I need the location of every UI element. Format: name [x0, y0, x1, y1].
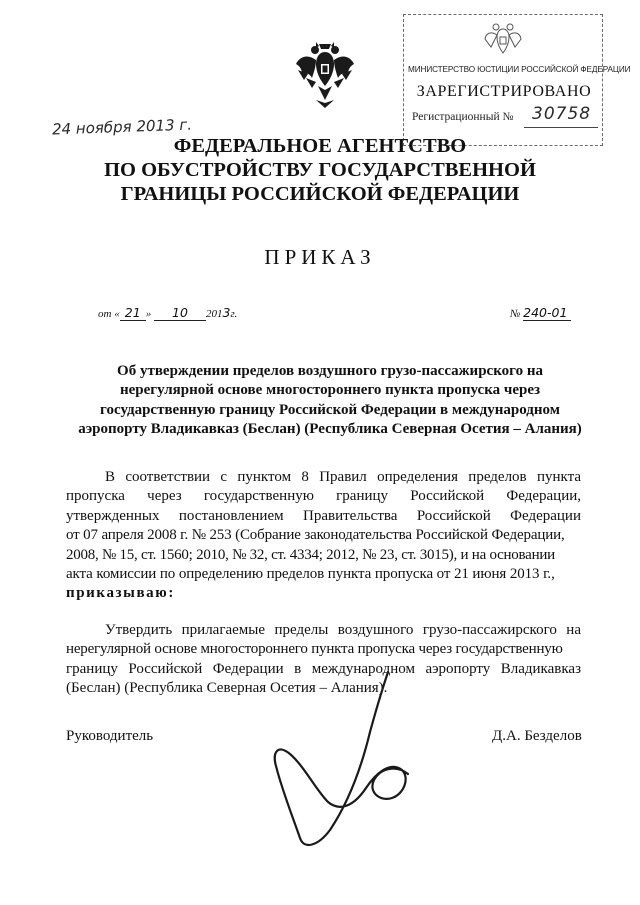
subject-line: государственную границу Российской Федерации в международном — [100, 401, 560, 418]
date-mid: » — [145, 308, 152, 320]
paragraph-line: от 07 апреля 2008 г. № 253 (Собрание законодательства Российской Федерации, — [66, 527, 565, 544]
paragraph-line: 2008, № 15, ст. 1560; 2010, № 32, ст. 4334; 2012, № 23, ст. 3015), и на основании — [66, 546, 555, 563]
order-word: приказываю: — [66, 585, 175, 602]
preamble-paragraph — [66, 468, 581, 604]
stamp-reg-number-underline — [524, 127, 598, 128]
subject-line: Об утверждении пределов воздушного грузо-пассажирского на — [117, 363, 543, 379]
date-year-suffix: 3 — [222, 305, 231, 320]
date-prefix: от « — [98, 308, 120, 320]
agency-title-line: ПО ОБУСТРОЙСТВУ ГОСУДАРСТВЕННОЙ — [104, 159, 536, 181]
signatory-name: Д.А. Безделов — [492, 728, 582, 744]
paragraph-line: акта комиссии по определению пределов пункта пропуска от 21 июня 2013 г., — [66, 566, 555, 583]
agency-title-line: ГРАНИЦЫ РОССИЙСКОЙ ФЕДЕРАЦИИ — [120, 183, 520, 205]
paragraph-line: Утвердить прилагаемые пределы воздушного грузо-пассажирского на — [105, 622, 581, 638]
order-date — [98, 305, 237, 321]
paragraph-line: (Беслан) (Республика Северная Осетия – Алания). — [66, 680, 388, 697]
paragraph-line: нерегулярной основе многостороннего пункта пропуска через государственную — [66, 641, 563, 658]
handwritten-signature — [270, 670, 415, 855]
paragraph-line: пропуска через государственную границу Российской Федерации, — [66, 488, 581, 505]
stamp-registered-label: ЗАРЕГИСТРИРОВАНО — [416, 83, 592, 100]
stamp-ministry-label: МИНИСТЕРСТВО ЮСТИЦИИ РОССИЙСКОЙ ФЕДЕРАЦИИ — [408, 65, 631, 74]
registration-stamp — [403, 14, 631, 146]
order-subject — [70, 362, 590, 439]
subject-line: нерегулярной основе многостороннего пункта пропуска через — [119, 382, 541, 399]
stamp-reg-number-label: Регистрационный № — [412, 111, 514, 123]
paragraph-line: утвержденных постановлением Правительства Российской Федерации — [66, 507, 581, 524]
agency-title — [40, 134, 600, 206]
stamp-reg-number-value: 30758 — [532, 104, 592, 124]
number-prefix: № — [510, 308, 521, 320]
date-year-prefix: 201 — [205, 308, 223, 320]
coat-of-arms-icon — [294, 38, 356, 110]
stamp-registration-date: 24 ноября 2013 г. — [51, 115, 193, 139]
paragraph-line: В соответствии с пунктом 8 Правил определения пределов пункта — [105, 469, 581, 485]
subject-line: аэропорту Владикавказ (Беслан) (Республика Северная Осетия – Алания) — [78, 420, 582, 437]
date-day: 21 — [120, 305, 146, 321]
date-year-end: г. — [230, 308, 238, 320]
date-month: 10 — [154, 305, 206, 321]
order-title: ПРИКАЗ — [264, 245, 376, 269]
order-number — [510, 305, 571, 321]
number-value: 240-01 — [523, 305, 571, 321]
stamp-emblem-icon — [484, 19, 522, 59]
paragraph-line: границу Российской Федерации в международном аэропорту Владикавказ — [66, 660, 581, 677]
agency-title-line: ФЕДЕРАЛЬНОЕ АГЕНТСТВО — [173, 135, 467, 157]
signatory-position: Руководитель — [66, 728, 154, 744]
